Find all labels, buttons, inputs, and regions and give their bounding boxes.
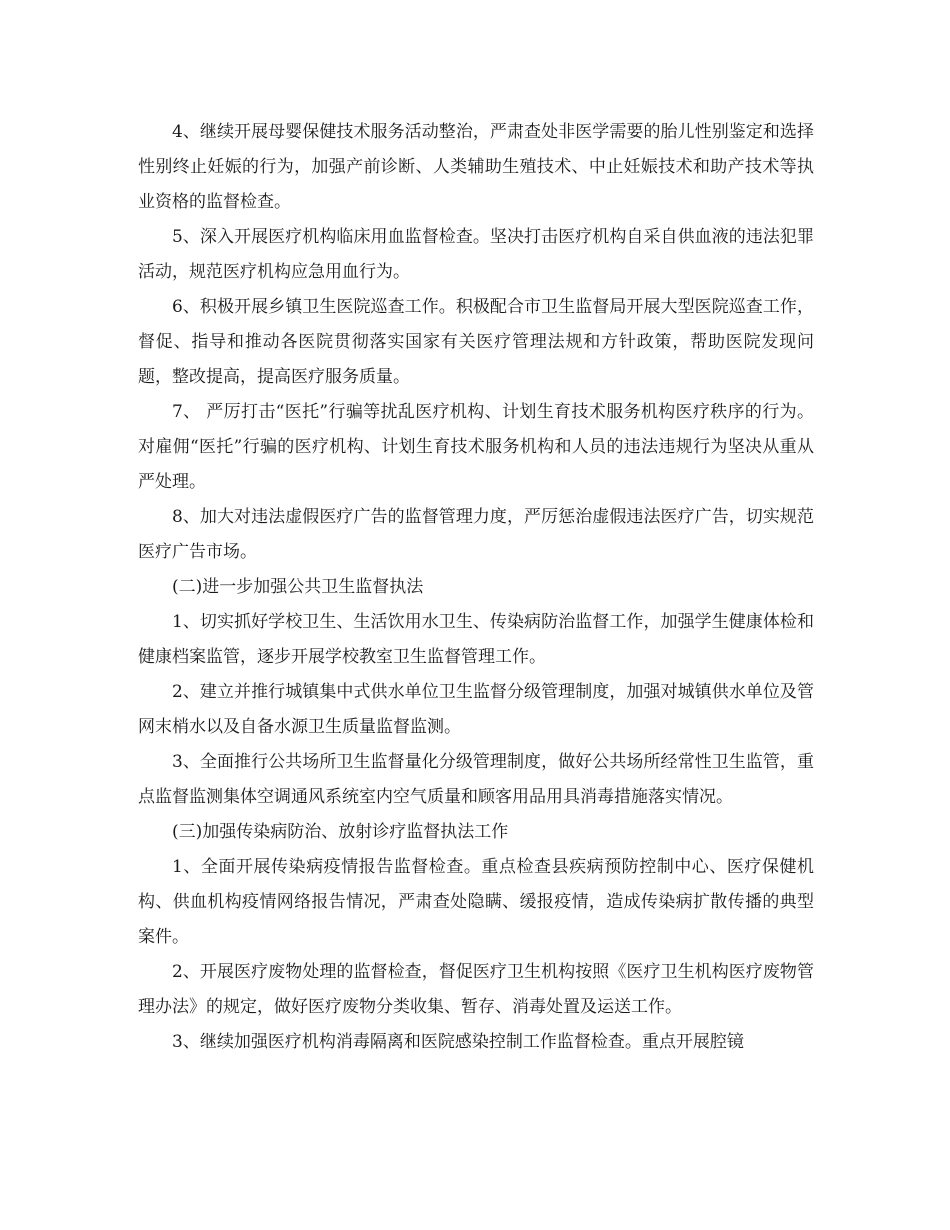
paragraph-6-hospital-inspection: 6、积极开展乡镇卫生医院巡查工作。积极配合市卫生监督局开展大型医院巡查工作，督促、指导和推动各医院贯彻落实国家有关医疗管理法规和方针政策，帮助医院发现问题，整改提高，提高医疗服务质量。 [138, 297, 814, 387]
section-heading-infectious-disease: (三)加强传染病防治、放射诊疗监督执法工作 [172, 822, 509, 842]
paragraph-8-medical-ads: 8、加大对违法虚假医疗广告的监督管理力度，严厉惩治虚假违法医疗广告，切实规范医疗广告市场。 [138, 507, 814, 562]
paragraph-4-maternal-health: 4、继续开展母婴保健技术服务活动整治，严肃查处非医学需要的胎儿性别鉴定和选择性别终止妊娠的行为，加强产前诊断、人类辅助生殖技术、中止妊娠技术和助产技术等执业资格的监督检查。 [138, 122, 814, 212]
paragraph-1-epidemic-reporting: 1、全面开展传染病疫情报告监督检查。重点检查县疾病预防控制中心、医疗保健机构、供血机构疫情网络报告情况，严肃查处隐瞒、缓报疫情，造成传染病扩散传播的典型案件。 [138, 857, 814, 947]
section-heading-public-health: (二)进一步加强公共卫生监督执法 [172, 577, 424, 597]
paragraph-1-school-water: 1、切实抓好学校卫生、生活饮用水卫生、传染病防治监督工作，加强学生健康体检和健康档案监管，逐步开展学校教室卫生监督管理工作。 [138, 612, 814, 667]
paragraph-3-public-places: 3、全面推行公共场所卫生监督量化分级管理制度，做好公共场所经常性卫生监管，重点监督监测集体空调通风系统室内空气质量和顾客用品用具消毒措施落实情况。 [138, 752, 814, 807]
document-body [138, 115, 814, 1060]
paragraph-2-medical-waste: 2、开展医疗废物处理的监督检查，督促医疗卫生机构按照《医疗卫生机构医疗废物管理办法》的规定，做好医疗废物分类收集、暂存、消毒处置及运送工作。 [138, 962, 814, 1017]
paragraph-7-medical-touts: 7、 严厉打击“医托”行骗等扰乱医疗机构、计划生育技术服务机构医疗秩序的行为。对雇佣“医托”行骗的医疗机构、计划生育技术服务机构和人员的违法违规行为坚决从重从严处理。 [138, 402, 814, 492]
paragraph-5-clinical-blood: 5、深入开展医疗机构临床用血监督检查。坚决打击医疗机构自采自供血液的违法犯罪活动，规范医疗机构应急用血行为。 [138, 227, 814, 282]
paragraph-3-disinfection: 3、继续加强医疗机构消毒隔离和医院感染控制工作监督检查。重点开展腔镜 [172, 1032, 744, 1052]
paragraph-2-water-supply: 2、建立并推行城镇集中式供水单位卫生监督分级管理制度，加强对城镇供水单位及管网末梢水以及自备水源卫生质量监督监测。 [138, 682, 814, 737]
